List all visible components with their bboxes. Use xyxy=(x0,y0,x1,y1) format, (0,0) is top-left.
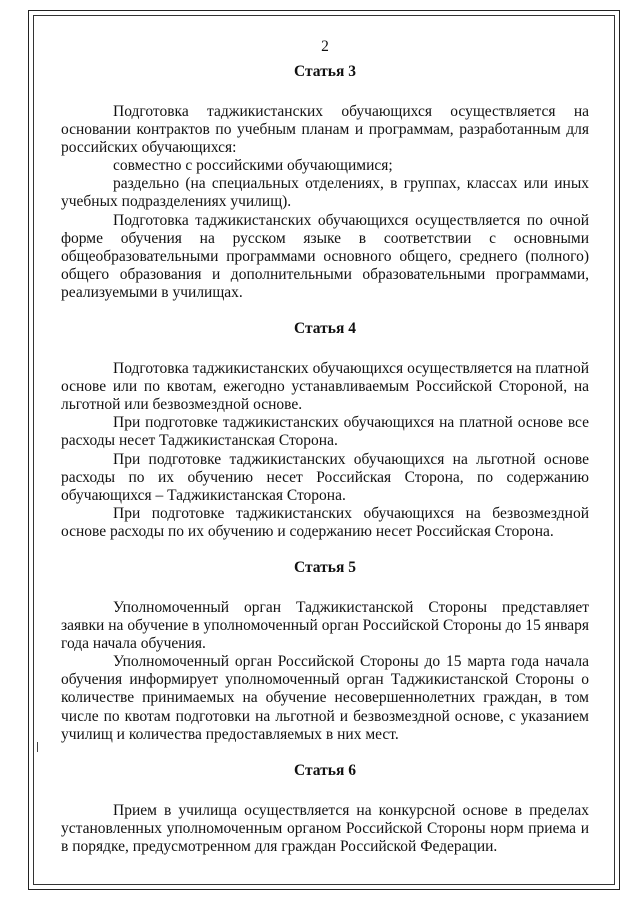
paragraph: Подготовка таджикистанских обучающихся осуществляется на основании контрактов по учебным планам и программам, разработанным для российских обучающихся: xyxy=(61,103,589,157)
page-number: 2 xyxy=(321,38,329,55)
document-body xyxy=(61,38,589,856)
article-heading: Статья 6 xyxy=(294,761,356,779)
paragraph: Уполномоченный орган Таджикистанской Стороны представляет заявки на обучение в уполномоченный орган Российской Стороны до 15 января года начала обучения. xyxy=(61,598,589,653)
paragraph: Подготовка таджикистанских обучающихся осуществляется на платной основе или по квотам, ежегодно устанавливаемым Российской Стороной, на льготной или безвозмездной основе. xyxy=(61,360,589,414)
paragraph: Прием в училища осуществляется на конкурсной основе в пределах установленных уполномоченным органом Российской Стороны норм приема и в порядке, предусмотренном для граждан Российской Федерации. xyxy=(61,801,589,855)
paragraph: При подготовке таджикистанских обучающихся на платной основе все расходы несет Таджикистанская Сторона. xyxy=(61,414,589,450)
paragraph: раздельно (на специальных отделениях, в группах, классах или иных учебных подразделениях училищ). xyxy=(61,175,589,211)
article-heading: Статья 5 xyxy=(294,558,356,576)
article-heading: Статья 4 xyxy=(294,320,356,338)
article-heading: Статья 3 xyxy=(294,63,356,80)
margin-mark xyxy=(37,742,38,752)
paragraph: совместно с российскими обучающимися; xyxy=(113,157,393,175)
paragraph: Подготовка таджикистанских обучающихся осуществляется по очной форме обучения на русском языке в соответствии с основными общеобразовательными программами основного общего, среднего (полного) общего образования и дополнительными образовательными программами, реализуемыми в училищах. xyxy=(61,211,589,301)
paragraph: При подготовке таджикистанских обучающихся на льготной основе расходы по их обучению несет Российская Сторона, по содержанию обучающихся – Таджикистанская Сторона. xyxy=(61,450,589,504)
paragraph: При подготовке таджикистанских обучающихся на безвозмездной основе расходы по их обучению и содержанию несет Российская Сторона. xyxy=(61,504,589,540)
paragraph: Уполномоченный орган Российской Стороны до 15 марта года начала обучения информирует уполномоченный орган Таджикистанской Стороны о количестве принимаемых на обучение несовершеннолетних граждан, в том числе по квотам подготовки на льготной и безвозмездной основе, с указанием училищ и количества предоставляемых в них мест. xyxy=(61,653,589,743)
